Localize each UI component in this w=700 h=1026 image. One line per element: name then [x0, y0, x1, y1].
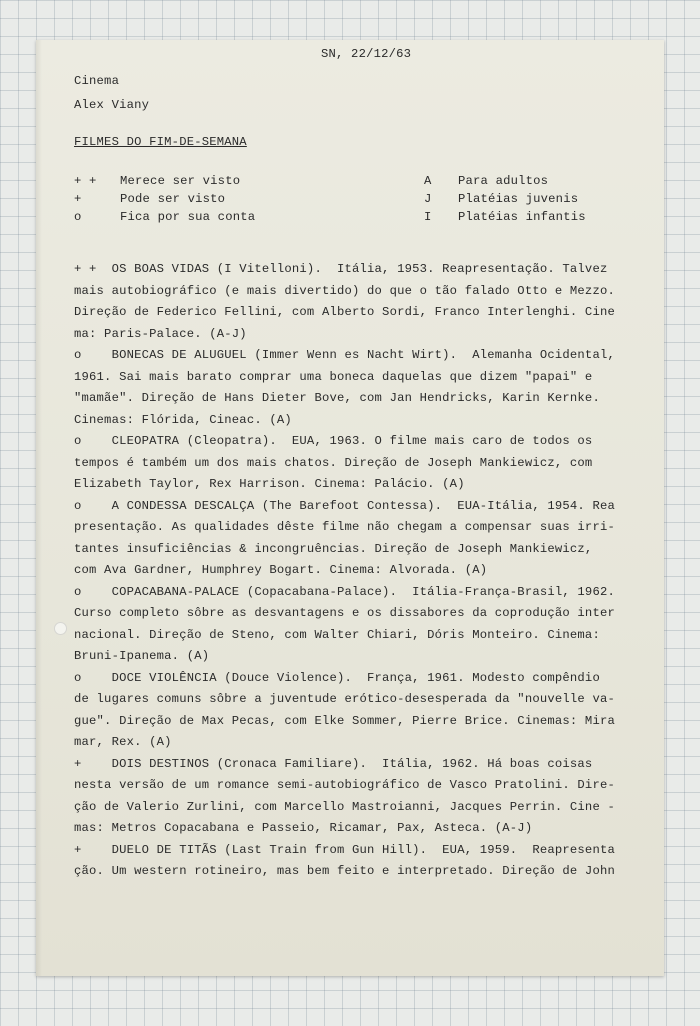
punch-hole — [54, 622, 67, 635]
audience-code: I — [424, 210, 432, 224]
text-line: com Ava Gardner, Humphrey Bogart. Cinema: Alvorada. (A) — [74, 563, 488, 577]
column-title: FILMES DO FIM-DE-SEMANA — [74, 135, 247, 149]
document-reference: SN, 22/12/63 — [321, 47, 412, 61]
text-line: tempos é também um dos mais chatos. Direção de Joseph Mankiewicz, com — [74, 455, 593, 470]
text-line: Direção de Federico Fellini, com Alberto Sordi, Franco Interlenghi. Cine — [74, 305, 615, 319]
text-line: o COPACABANA-PALACE (Copacabana-Palace). Itália-França-Brasil, 1962. — [74, 584, 615, 599]
text-line: ção. Um western rotineiro, mas bem feito e interpretado. Direção de John — [74, 864, 615, 878]
audience-legend — [424, 174, 586, 228]
rating-legend-row — [74, 192, 255, 210]
text-line: nacional. Direção de Steno, com Walter Chiari, Dóris Monteiro. Cinema: — [74, 627, 600, 642]
text-line: ção de Valerio Zurlini, com Marcello Mastroianni, Jacques Perrin. Cine - — [74, 799, 615, 814]
text-line: "mamãe". Direção de Hans Dieter Bove, com Jan Hendricks, Karin Kernke. — [74, 391, 600, 405]
page-edge-shadow — [36, 40, 42, 976]
text-line: presentação. As qualidades dêste filme não chegam a compensar suas irri- — [74, 520, 615, 534]
audience-code: J — [424, 192, 432, 206]
text-line: o DOCE VIOLÊNCIA (Douce Violence). França, 1961. Modesto compêndio — [74, 670, 600, 685]
audience-label: Platéias juvenis — [458, 192, 579, 206]
author-name: Alex Viany — [74, 98, 150, 112]
text-line: de lugares comuns sôbre a juventude erótico-desesperada da "nouvelle va- — [74, 692, 615, 706]
text-line: + DOIS DESTINOS (Cronaca Familiare). Itália, 1962. Há boas coisas — [74, 756, 593, 771]
text-line: mar, Rex. (A) — [74, 735, 172, 749]
text-line: o BONECAS DE ALUGUEL (Immer Wenn es Nacht Wirt). Alemanha Ocidental, — [74, 348, 615, 362]
text-line: mais autobiográfico (e mais divertido) do que o tão falado Otto e Mezzo. — [74, 283, 615, 298]
text-line: Bruni-Ipanema. (A) — [74, 649, 210, 663]
audience-legend-row — [424, 174, 586, 192]
rating-symbol: + — [74, 192, 82, 206]
section-label: Cinema — [74, 74, 120, 88]
text-line: + DUELO DE TITÃS (Last Train from Gun Hill). EUA, 1959. Reapresenta — [74, 842, 615, 857]
rating-legend — [74, 174, 255, 228]
text-line: 1961. Sai mais barato comprar uma boneca daquelas que dizem "papai" e — [74, 369, 593, 384]
text-line: Curso completo sôbre as desvantagens e os dissabores da coprodução inter — [74, 606, 615, 620]
text-line: tantes insuficiências & incongruências. Direção de Joseph Mankiewicz, — [74, 541, 593, 556]
rating-label: Merece ser visto — [120, 174, 241, 188]
typewritten-page — [36, 40, 664, 976]
text-line: o A CONDESSA DESCALÇA (The Barefoot Contessa). EUA-Itália, 1954. Rea — [74, 498, 615, 513]
audience-code: A — [424, 174, 432, 188]
audience-legend-row — [424, 192, 586, 210]
rating-label: Pode ser visto — [120, 192, 226, 206]
text-line: ma: Paris-Palace. (A-J) — [74, 326, 247, 341]
audience-legend-row — [424, 210, 586, 228]
rating-label: Fica por sua conta — [120, 210, 256, 224]
rating-legend-row — [74, 210, 255, 228]
audience-label: Platéias infantis — [458, 210, 586, 224]
rating-symbol: + + — [74, 174, 97, 188]
rating-legend-row — [74, 174, 255, 192]
text-line: Elizabeth Taylor, Rex Harrison. Cinema: Palácio. (A) — [74, 477, 465, 491]
audience-label: Para adultos — [458, 174, 549, 188]
text-line: mas: Metros Copacabana e Passeio, Ricamar, Pax, Asteca. (A-J) — [74, 821, 533, 835]
text-line: nesta versão de um romance semi-autobiográfico de Vasco Pratolini. Dire- — [74, 778, 615, 792]
rating-symbol: o — [74, 210, 82, 224]
film-reviews — [74, 259, 615, 883]
text-line: + + OS BOAS VIDAS (I Vitelloni). Itália, 1953. Reapresentação. Talvez — [74, 262, 608, 276]
text-line: Cinemas: Flórida, Cineac. (A) — [74, 412, 292, 427]
text-line: gue". Direção de Max Pecas, com Elke Sommer, Pierre Brice. Cinemas: Mira — [74, 713, 615, 728]
text-line: o CLEOPATRA (Cleopatra). EUA, 1963. O filme mais caro de todos os — [74, 434, 593, 448]
